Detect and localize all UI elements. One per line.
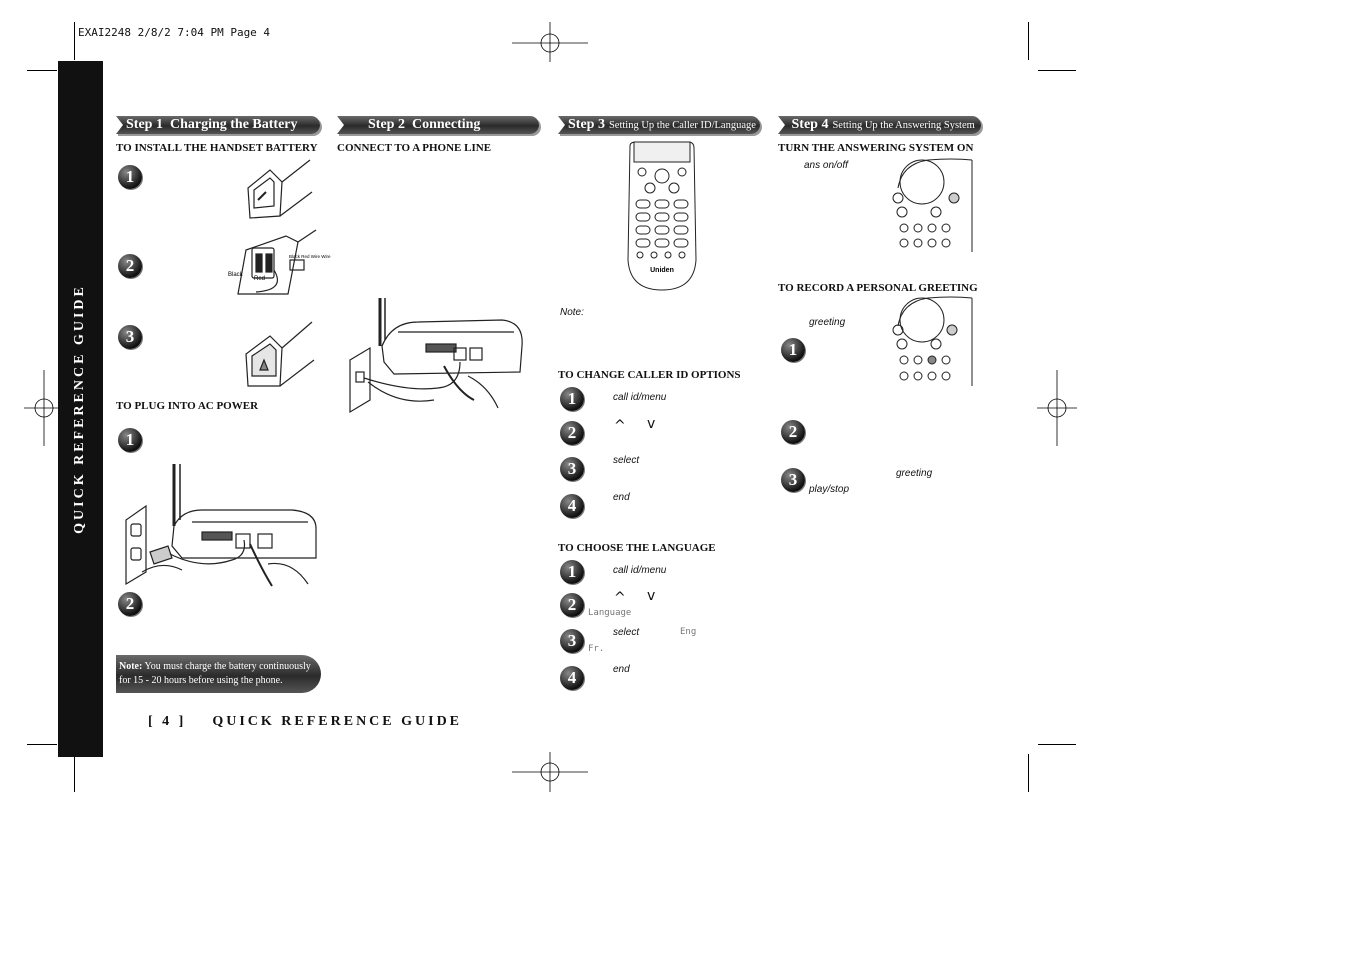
ans-on-off-key: ans on/off: [804, 160, 848, 171]
phone-line-illustration: [348, 296, 526, 416]
lcd-french-text: Fr.: [588, 644, 605, 654]
step-number-3: 3: [781, 468, 805, 492]
step4-title: Setting Up the Answering System: [832, 120, 975, 131]
handset-battery-illustration: [240, 158, 325, 224]
step-number-2: 2: [118, 592, 142, 616]
note-text: You must charge the battery continuously for 15 - 20 hours before using the phone.: [119, 661, 311, 686]
connector-label: Black Red Wire Wire: [289, 254, 331, 259]
step4-number: Step 4: [791, 117, 829, 132]
step2-number: Step 2: [368, 117, 405, 132]
note-label: Note:: [119, 661, 143, 672]
charge-note: [116, 655, 321, 693]
step4-banner: [778, 116, 981, 134]
step-number-2: 2: [118, 254, 142, 278]
step2-banner: [337, 116, 539, 134]
print-slug: EXAI2248 2/8/2 7:04 PM Page 4: [78, 26, 271, 39]
step-number-3: 3: [118, 325, 142, 349]
language-heading: TO CHOOSE THE LANGUAGE: [558, 542, 716, 554]
greeting-key: greeting: [809, 317, 846, 328]
step-number-2: 2: [560, 421, 584, 445]
step2-title: Connecting: [411, 117, 481, 132]
base-buttons-illustration: [888, 296, 972, 388]
step3-banner: [558, 116, 760, 134]
lcd-language-text: Language: [588, 608, 632, 618]
step-number-1: 1: [781, 338, 805, 362]
down-arrow-icon: v: [647, 416, 656, 432]
step-number-3: 3: [560, 629, 584, 653]
play-stop-key: play/stop: [809, 484, 850, 495]
select-key: select: [613, 455, 640, 466]
handset-brand: Uniden: [650, 267, 674, 274]
step-number-1: 1: [118, 165, 142, 189]
up-arrow-icon: ^: [614, 590, 626, 606]
step-number-1: 1: [560, 560, 584, 584]
step1-banner: [116, 116, 320, 134]
step3-number: Step 3: [568, 117, 605, 132]
step-number-4: 4: [560, 494, 584, 518]
step-number-3: 3: [560, 457, 584, 481]
end-key: end: [613, 664, 630, 675]
handset-keypad-illustration: [626, 140, 698, 294]
step-number-1: 1: [118, 428, 142, 452]
step-number-1: 1: [560, 387, 584, 411]
phone-line-heading: CONNECT TO A PHONE LINE: [337, 142, 492, 154]
black-wire-label: Black: [228, 272, 243, 278]
step3-title: Setting Up the Caller ID/Language: [608, 120, 756, 131]
install-battery-heading: TO INSTALL THE HANDSET BATTERY: [116, 142, 318, 154]
record-greeting-heading: TO RECORD A PERSONAL GREETING: [778, 282, 978, 294]
page-number: [ 4 ]: [148, 714, 187, 729]
step1-title: Charging the Battery: [169, 117, 298, 132]
base-buttons-illustration: [888, 158, 972, 252]
up-arrow-icon: ^: [614, 418, 626, 434]
step-number-2: 2: [560, 593, 584, 617]
answering-on-heading: TURN THE ANSWERING SYSTEM ON: [778, 142, 974, 154]
page-footer: [148, 714, 462, 730]
step-number-2: 2: [781, 420, 805, 444]
greeting-key: greeting: [896, 468, 933, 479]
call-id-menu-key: call id/menu: [613, 392, 667, 403]
battery-connector-illustration: [226, 230, 331, 302]
footer-title: QUICK REFERENCE GUIDE: [212, 714, 463, 729]
end-key: end: [613, 492, 630, 503]
battery-cover-illustration: [240, 320, 325, 392]
sidebar-label: QUICK REFERENCE GUIDE: [72, 284, 87, 534]
ac-power-heading: TO PLUG INTO AC POWER: [116, 400, 259, 412]
call-id-menu-key: call id/menu: [613, 565, 667, 576]
base-ac-power-illustration: [122, 460, 320, 588]
caller-id-note-label: Note:: [560, 307, 584, 318]
select-key: select: [613, 627, 640, 638]
step-number-4: 4: [560, 666, 584, 690]
red-wire-label: Red: [254, 276, 266, 282]
caller-id-options-heading: TO CHANGE CALLER ID OPTIONS: [558, 369, 741, 381]
step1-number: Step 1: [126, 117, 163, 132]
down-arrow-icon: v: [647, 588, 656, 604]
lcd-english-text: Eng: [680, 627, 697, 637]
